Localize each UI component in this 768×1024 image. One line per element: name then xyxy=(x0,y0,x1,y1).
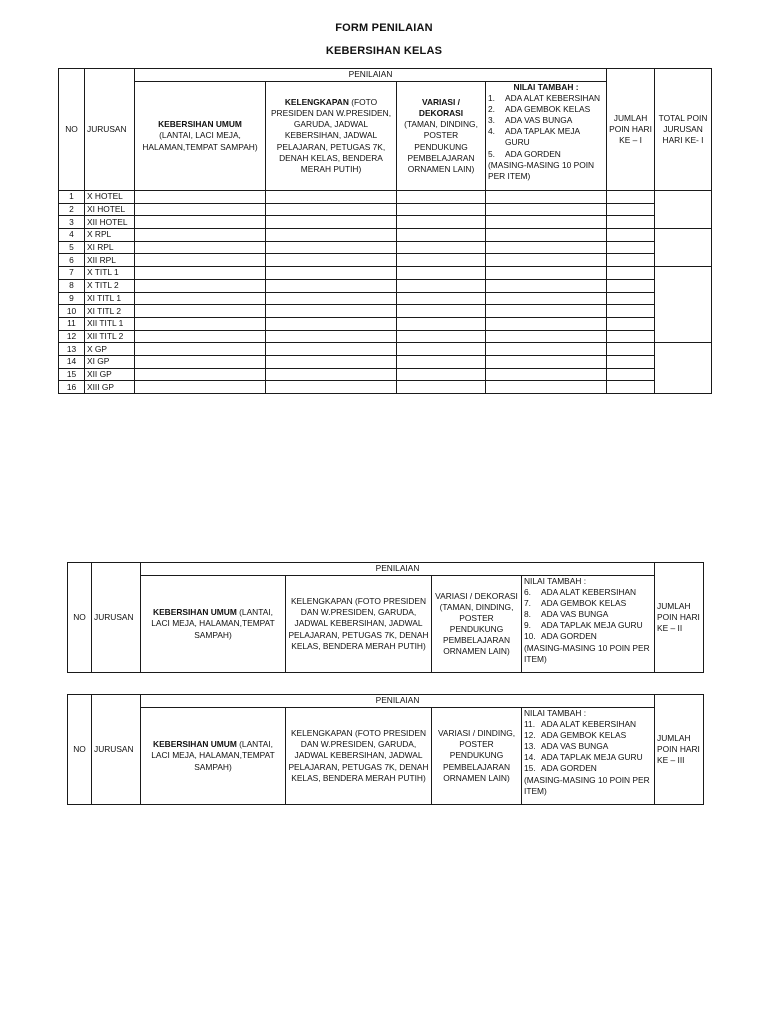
table-row xyxy=(59,279,712,292)
nilai-tambah-item-number: 14. xyxy=(524,752,536,763)
nilai-tambah-item-text: ADA GEMBOK KELAS xyxy=(505,104,591,115)
cell-nilai-tambah[interactable] xyxy=(486,203,607,216)
nilai-tambah-item-text: ADA GORDEN xyxy=(541,631,597,642)
cell-jumlah-poin[interactable] xyxy=(607,355,655,368)
cell-kebersihan[interactable] xyxy=(135,330,266,343)
cell-kebersihan[interactable] xyxy=(135,191,266,204)
nilai-tambah-item-number: 1. xyxy=(488,93,495,104)
header-jurusan: JURUSAN xyxy=(92,695,141,805)
cell-kebersihan[interactable] xyxy=(135,305,266,318)
header-no: NO xyxy=(59,69,85,191)
kelengkapan-label: KELENGKAPAN xyxy=(284,97,349,108)
cell-nilai-tambah[interactable] xyxy=(486,254,607,267)
cell-variasi[interactable] xyxy=(397,292,486,305)
nilai-tambah-item-text: ADA GEMBOK KELAS xyxy=(541,598,627,609)
row-no: 2 xyxy=(59,203,85,216)
row-jurusan: X TITL 1 xyxy=(85,267,135,280)
cell-variasi[interactable] xyxy=(397,254,486,267)
row-jurusan: XIII GP xyxy=(85,381,135,394)
cell-kelengkapan[interactable] xyxy=(266,241,397,254)
row-no: 11 xyxy=(59,317,85,330)
cell-nilai-tambah[interactable] xyxy=(486,292,607,305)
table-row xyxy=(59,191,712,204)
cell-jumlah-poin[interactable] xyxy=(607,191,655,204)
cell-jumlah-poin[interactable] xyxy=(607,317,655,330)
row-no: 6 xyxy=(59,254,85,267)
header-kelengkapan: KELENGKAPAN (FOTO PRESIDEN DAN W.PRESIDEN, GARUDA, JADWAL KEBERSIHAN, JADWAL PELAJARAN, PETUGAS 7K, DENAH KELAS, BENDERA MERAH PUTIH) xyxy=(286,576,432,673)
header-kebersihan-umum xyxy=(141,576,286,673)
cell-jumlah-poin[interactable] xyxy=(607,267,655,280)
table-row xyxy=(59,381,712,394)
nilai-tambah-item-text: ADA TAPLAK MEJA GURU xyxy=(505,126,580,148)
header-jurusan: JURUSAN xyxy=(92,563,141,673)
cell-kelengkapan[interactable] xyxy=(266,381,397,394)
nilai-tambah-item-number: 13. xyxy=(524,741,536,752)
cell-variasi[interactable] xyxy=(397,267,486,280)
row-no: 14 xyxy=(59,355,85,368)
row-no: 7 xyxy=(59,267,85,280)
cell-total-poin[interactable] xyxy=(655,191,712,229)
cell-jumlah-poin[interactable] xyxy=(607,203,655,216)
nilai-tambah-item xyxy=(524,631,652,642)
row-jurusan: XI RPL xyxy=(85,241,135,254)
row-no: 4 xyxy=(59,229,85,242)
nilai-tambah-item xyxy=(524,609,652,620)
cell-jumlah-poin[interactable] xyxy=(607,241,655,254)
cell-kebersihan[interactable] xyxy=(135,279,266,292)
nilai-tambah-item xyxy=(488,104,604,115)
header-no: NO xyxy=(68,695,92,805)
nilai-tambah-item xyxy=(488,126,604,148)
nilai-tambah-item xyxy=(524,752,652,763)
cell-nilai-tambah[interactable] xyxy=(486,229,607,242)
cell-nilai-tambah[interactable] xyxy=(486,305,607,318)
table-row xyxy=(59,343,712,356)
header-jumlah-poin: JUMLAH POIN HARI KE – II xyxy=(655,563,704,673)
cell-nilai-tambah[interactable] xyxy=(486,267,607,280)
table-row xyxy=(59,229,712,242)
variasi-label: VARIASI / DEKORASI xyxy=(418,97,464,119)
nilai-tambah-item-text: ADA ALAT KEBERSIHAN xyxy=(541,587,637,598)
nilai-tambah-item-text: ADA ALAT KEBERSIHAN xyxy=(541,719,637,730)
cell-kebersihan[interactable] xyxy=(135,292,266,305)
row-jurusan: XII TITL 1 xyxy=(85,317,135,330)
nilai-tambah-item-text: ADA TAPLAK MEJA GURU xyxy=(541,620,643,631)
kebersihan-umum-label: KEBERSIHAN UMUM xyxy=(153,739,237,750)
cell-jumlah-poin[interactable] xyxy=(607,216,655,229)
cell-kebersihan[interactable] xyxy=(135,381,266,394)
nilai-tambah-item xyxy=(524,730,652,741)
cell-variasi[interactable] xyxy=(397,229,486,242)
nilai-tambah-label: NILAI TAMBAH : xyxy=(513,82,579,92)
cell-kelengkapan[interactable] xyxy=(266,216,397,229)
cell-kelengkapan[interactable] xyxy=(266,254,397,267)
cell-jumlah-poin[interactable] xyxy=(607,279,655,292)
cell-total-poin[interactable] xyxy=(655,229,712,267)
row-no: 9 xyxy=(59,292,85,305)
cell-nilai-tambah[interactable] xyxy=(486,216,607,229)
row-no: 12 xyxy=(59,330,85,343)
row-jurusan: X TITL 2 xyxy=(85,279,135,292)
cell-variasi[interactable] xyxy=(397,355,486,368)
cell-nilai-tambah[interactable] xyxy=(486,343,607,356)
row-no: 15 xyxy=(59,368,85,381)
table-row xyxy=(59,203,712,216)
row-jurusan: X HOTEL xyxy=(85,191,135,204)
nilai-tambah-item xyxy=(488,93,604,104)
cell-variasi[interactable] xyxy=(397,216,486,229)
nilai-tambah-item xyxy=(524,719,652,730)
row-no: 5 xyxy=(59,241,85,254)
row-jurusan: XII TITL 2 xyxy=(85,330,135,343)
cell-nilai-tambah[interactable] xyxy=(486,355,607,368)
cell-variasi[interactable] xyxy=(397,368,486,381)
cell-kebersihan[interactable] xyxy=(135,216,266,229)
nilai-tambah-item-number: 10. xyxy=(524,631,536,642)
header-variasi: VARIASI / DEKORASI (TAMAN, DINDING, POSTER PENDUKUNG PEMBELAJARAN ORNAMEN LAIN) xyxy=(432,576,522,673)
nilai-tambah-item-number: 8. xyxy=(524,609,531,620)
nilai-tambah-item xyxy=(524,763,652,774)
cell-jumlah-poin[interactable] xyxy=(607,381,655,394)
table-row xyxy=(59,216,712,229)
cell-jumlah-poin[interactable] xyxy=(607,292,655,305)
nilai-tambah-item-number: 5. xyxy=(488,148,495,159)
nilai-tambah-item-text: ADA VAS BUNGA xyxy=(505,115,573,126)
nilai-tambah-item xyxy=(488,115,604,126)
header-kebersihan-umum xyxy=(141,708,286,805)
nilai-tambah-label: NILAI TAMBAH : xyxy=(524,576,587,586)
header-jurusan: JURUSAN xyxy=(85,69,135,191)
cell-kebersihan[interactable] xyxy=(135,368,266,381)
nilai-tambah-item-number: 9. xyxy=(524,620,531,631)
table-row xyxy=(59,368,712,381)
score-table-day-3 xyxy=(67,694,704,805)
cell-kelengkapan[interactable] xyxy=(266,292,397,305)
cell-kelengkapan[interactable] xyxy=(266,368,397,381)
cell-variasi[interactable] xyxy=(397,317,486,330)
nilai-tambah-list xyxy=(488,93,604,160)
header-kelengkapan: KELENGKAPAN (FOTO PRESIDEN DAN W.PRESIDEN, GARUDA, JADWAL KEBERSIHAN, JADWAL PELAJARAN, PETUGAS 7K, DENAH KELAS, BENDERA MERAH PUTIH) xyxy=(286,708,432,805)
table-row xyxy=(59,355,712,368)
table-row xyxy=(59,254,712,267)
row-jurusan: X GP xyxy=(85,343,135,356)
cell-nilai-tambah[interactable] xyxy=(486,368,607,381)
nilai-tambah-item-number: 3. xyxy=(488,115,495,126)
row-no: 3 xyxy=(59,216,85,229)
cell-kebersihan[interactable] xyxy=(135,229,266,242)
cell-variasi[interactable] xyxy=(397,330,486,343)
cell-nilai-tambah[interactable] xyxy=(486,279,607,292)
row-no: 8 xyxy=(59,279,85,292)
cell-nilai-tambah[interactable] xyxy=(486,191,607,204)
header-nilai-tambah xyxy=(486,82,607,191)
nilai-tambah-item-number: 12. xyxy=(524,730,536,741)
cell-variasi[interactable] xyxy=(397,305,486,318)
cell-nilai-tambah[interactable] xyxy=(486,330,607,343)
kebersihan-umum-detail: (LANTAI, LACI MEJA, HALAMAN,TEMPAT SAMPAH) xyxy=(151,607,275,640)
variasi-detail: (TAMAN, DINDING, POSTER PENDUKUNG PEMBELAJARAN ORNAMEN LAIN) xyxy=(404,119,478,174)
kelengkapan-detail: (FOTO PRESIDEN DAN W.PRESIDEN, GARUDA, JADWAL KEBERSIHAN, JADWAL PELAJARAN, PETUGAS 7K, DENAH KELAS, BENDERA MERAH PUTIH) xyxy=(270,97,392,174)
cell-nilai-tambah[interactable] xyxy=(486,381,607,394)
table-row xyxy=(59,317,712,330)
cell-total-poin[interactable] xyxy=(655,343,712,394)
nilai-tambah-list xyxy=(524,719,652,774)
row-jurusan: XI TITL 2 xyxy=(85,305,135,318)
row-jurusan: X RPL xyxy=(85,229,135,242)
row-no: 13 xyxy=(59,343,85,356)
score-table-day-2 xyxy=(67,562,704,673)
cell-jumlah-poin[interactable] xyxy=(607,254,655,267)
cell-variasi[interactable] xyxy=(397,381,486,394)
row-jurusan: XII RPL xyxy=(85,254,135,267)
kebersihan-umum-detail: (LANTAI, LACI MEJA, HALAMAN,TEMPAT SAMPAH) xyxy=(142,130,258,152)
cell-jumlah-poin[interactable] xyxy=(607,343,655,356)
cell-kebersihan[interactable] xyxy=(135,254,266,267)
cell-variasi[interactable] xyxy=(397,203,486,216)
row-jurusan: XII GP xyxy=(85,368,135,381)
header-jumlah-poin: JUMLAH POIN HARI KE – I xyxy=(607,69,655,191)
nilai-tambah-item-text: ADA GEMBOK KELAS xyxy=(541,730,627,741)
cell-kelengkapan[interactable] xyxy=(266,229,397,242)
cell-total-poin[interactable] xyxy=(655,267,712,343)
cell-jumlah-poin[interactable] xyxy=(607,305,655,318)
cell-kebersihan[interactable] xyxy=(135,343,266,356)
table-row xyxy=(59,292,712,305)
nilai-tambah-note: (MASING-MASING 10 POIN PER ITEM) xyxy=(488,159,595,181)
nilai-tambah-item-number: 15. xyxy=(524,763,536,774)
nilai-tambah-item xyxy=(488,149,604,160)
nilai-tambah-item-text: ADA VAS BUNGA xyxy=(541,741,609,752)
header-no: NO xyxy=(68,563,92,673)
table-row xyxy=(59,305,712,318)
row-jurusan: XII HOTEL xyxy=(85,216,135,229)
row-jurusan: XI GP xyxy=(85,355,135,368)
table-row xyxy=(59,330,712,343)
kebersihan-umum-label: KEBERSIHAN UMUM xyxy=(158,119,242,130)
cell-variasi[interactable] xyxy=(397,343,486,356)
header-penilaian: PENILAIAN xyxy=(141,563,655,576)
cell-variasi[interactable] xyxy=(397,279,486,292)
nilai-tambah-item-text: ADA VAS BUNGA xyxy=(541,609,609,620)
cell-kebersihan[interactable] xyxy=(135,267,266,280)
cell-kebersihan[interactable] xyxy=(135,241,266,254)
table-row xyxy=(59,267,712,280)
row-no: 10 xyxy=(59,305,85,318)
header-penilaian: PENILAIAN xyxy=(141,695,655,708)
nilai-tambah-item-number: 6. xyxy=(524,587,531,598)
form-subtitle: KEBERSIHAN KELAS xyxy=(325,45,443,57)
form-title: FORM PENILAIAN xyxy=(335,22,433,34)
nilai-tambah-item-text: ADA ALAT KEBERSIHAN xyxy=(505,93,601,104)
cell-kelengkapan[interactable] xyxy=(266,343,397,356)
row-jurusan: XI TITL 1 xyxy=(85,292,135,305)
row-jurusan: XI HOTEL xyxy=(85,203,135,216)
nilai-tambah-item xyxy=(524,741,652,752)
nilai-tambah-item-number: 11. xyxy=(524,719,536,730)
nilai-tambah-note: (MASING-MASING 10 POIN PER ITEM) xyxy=(524,642,650,664)
header-variasi xyxy=(397,82,486,191)
cell-kelengkapan[interactable] xyxy=(266,305,397,318)
table-row xyxy=(59,241,712,254)
nilai-tambah-item-text: ADA TAPLAK MEJA GURU xyxy=(541,752,643,763)
cell-kebersihan[interactable] xyxy=(135,203,266,216)
cell-nilai-tambah[interactable] xyxy=(486,241,607,254)
score-table-day-1 xyxy=(58,68,712,394)
cell-jumlah-poin[interactable] xyxy=(607,330,655,343)
cell-nilai-tambah[interactable] xyxy=(486,317,607,330)
nilai-tambah-item-number: 4. xyxy=(488,126,495,137)
cell-kelengkapan[interactable] xyxy=(266,191,397,204)
cell-kelengkapan[interactable] xyxy=(266,330,397,343)
cell-kebersihan[interactable] xyxy=(135,355,266,368)
cell-jumlah-poin[interactable] xyxy=(607,229,655,242)
header-kelengkapan xyxy=(266,82,397,191)
row-no: 1 xyxy=(59,191,85,204)
cell-jumlah-poin[interactable] xyxy=(607,368,655,381)
row-no: 16 xyxy=(59,381,85,394)
header-kebersihan-umum xyxy=(135,82,266,191)
cell-kelengkapan[interactable] xyxy=(266,203,397,216)
nilai-tambah-item xyxy=(524,620,652,631)
nilai-tambah-item-number: 2. xyxy=(488,104,495,115)
header-total-poin: TOTAL POIN JURUSAN HARI KE- I xyxy=(655,69,712,191)
header-nilai-tambah xyxy=(522,576,655,673)
header-penilaian: PENILAIAN xyxy=(135,69,607,82)
cell-variasi[interactable] xyxy=(397,241,486,254)
cell-variasi[interactable] xyxy=(397,191,486,204)
nilai-tambah-item-text: ADA GORDEN xyxy=(505,148,561,159)
nilai-tambah-note: (MASING-MASING 10 POIN PER ITEM) xyxy=(524,774,650,796)
nilai-tambah-item-text: ADA GORDEN xyxy=(541,763,597,774)
kebersihan-umum-label: KEBERSIHAN UMUM xyxy=(153,607,237,618)
nilai-tambah-label: NILAI TAMBAH : xyxy=(524,708,587,718)
nilai-tambah-item xyxy=(524,587,652,598)
cell-kebersihan[interactable] xyxy=(135,317,266,330)
kebersihan-umum-detail: (LANTAI, LACI MEJA, HALAMAN,TEMPAT SAMPAH) xyxy=(151,739,275,772)
nilai-tambah-list xyxy=(524,587,652,642)
cell-kelengkapan[interactable] xyxy=(266,317,397,330)
header-nilai-tambah xyxy=(522,708,655,805)
cell-kelengkapan[interactable] xyxy=(266,279,397,292)
cell-kelengkapan[interactable] xyxy=(266,267,397,280)
header-jumlah-poin: JUMLAH POIN HARI KE – III xyxy=(655,695,704,805)
cell-kelengkapan[interactable] xyxy=(266,355,397,368)
nilai-tambah-item-number: 7. xyxy=(524,598,531,609)
nilai-tambah-item xyxy=(524,598,652,609)
header-variasi: VARIASI / DINDING, POSTER PENDUKUNG PEMBELAJARAN ORNAMEN LAIN) xyxy=(432,708,522,805)
